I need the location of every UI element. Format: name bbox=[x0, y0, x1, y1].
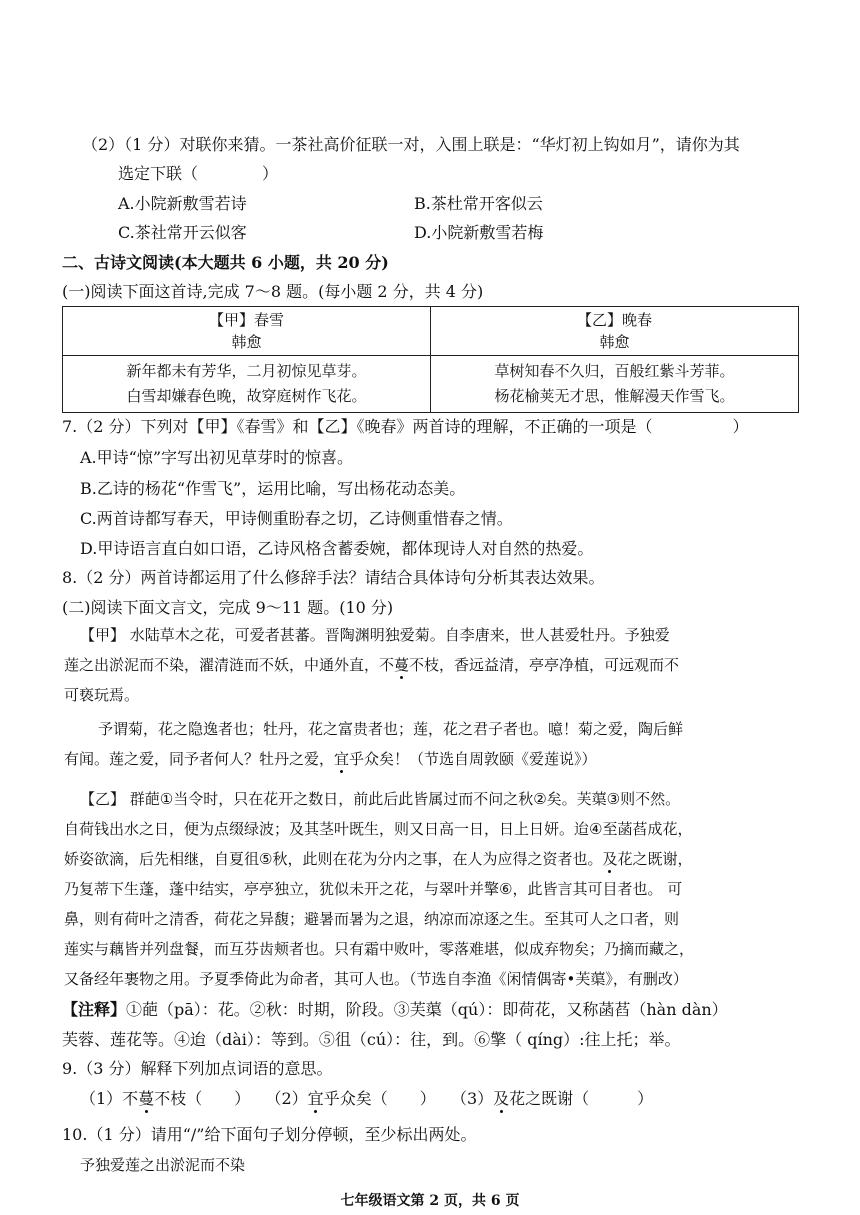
q10-stem: 10.（1 分）请用“/”给下面句子划分停顿，至少标出两处。 bbox=[62, 1125, 477, 1144]
poem-yi-author: 韩愈 bbox=[599, 333, 630, 351]
dotted-char-man: 蔓 bbox=[394, 656, 410, 674]
poem-jia-line2: 白雪却嫌春色晚，故穿庭树作飞花。 bbox=[126, 387, 367, 405]
q6-option-d: D.小院新敷雪若梅 bbox=[414, 223, 544, 242]
yi-line2: 自荷钱出水之日，便为点缀绿波；及其茎叶既生，则又日高一日，日上日妍。迨④至菡萏成花， bbox=[64, 820, 693, 838]
poem-yi-title: 【乙】晚春 bbox=[576, 311, 652, 329]
page-footer: 七年级语文第 2 页，共 6 页 bbox=[340, 1193, 520, 1209]
part2-intro: (二)阅读下面文言文，完成 9～11 题。(10 分) bbox=[62, 598, 394, 617]
q6-2-line2: 选定下联（ ） bbox=[118, 164, 279, 183]
q6-option-a: A.小院新敷雪若诗 bbox=[118, 194, 247, 213]
q6-option-c: C.茶社常开云似客 bbox=[118, 223, 247, 242]
q7-option-b: B.乙诗的杨花“作雪飞”，运用比喻，写出杨花动态美。 bbox=[80, 479, 466, 498]
yi-line1: 【乙】 群葩①当令时，只在花开之数日，前此后此皆属过而不问之秋②矣。芙蕖③则不然。 bbox=[80, 790, 681, 808]
q8-stem: 8.（2 分）两首诗都运用了什么修辞手法？请结合具体诗句分析其表达效果。 bbox=[62, 568, 605, 587]
jia-p1-line1: 【甲】 水陆草木之花，可爱者甚蕃。晋陶渊明独爱菊。自李唐来，世人甚爱牡丹。予独爱 bbox=[80, 626, 670, 644]
q7-stem: 7.（2 分）下列对【甲】《春雪》和【乙】《晚春》两首诗的理解，不正确的一项是（ ） bbox=[62, 417, 749, 436]
poem-yi-body bbox=[431, 356, 799, 413]
poem-yi-line2: 杨花榆荚无才思，惟解漫天作雪飞。 bbox=[494, 387, 735, 405]
notes-line2: 芙蓉、莲花等。④迨（dài）：等到。⑤徂（cú）：往，到。⑥擎（ qíng）:往上托；举。 bbox=[62, 1030, 681, 1049]
dotted-char-ji: 及 bbox=[602, 850, 618, 868]
q7-option-d: D.甲诗语言直白如口语，乙诗风格含蓄委婉，都体现诗人对自然的热爱。 bbox=[80, 539, 594, 558]
yi-line4: 乃复蒂下生蓬，蓬中结实，亭亭独立，犹似未开之花，与翠叶并擎⑥，此皆言其可目者也。 可 bbox=[64, 880, 683, 898]
q7-option-c: C.两首诗都写春天，甲诗侧重盼春之切，乙诗侧重惜春之情。 bbox=[80, 509, 513, 528]
notes-label: 【注释】 bbox=[62, 1000, 127, 1019]
jia-p1-line2: 莲之出淤泥而不染，濯清涟而不妖，中通外直，不蔓不枝，香远益清，亭亭净植，可远观而不 bbox=[64, 656, 680, 674]
q6-option-b: B.茶杜常开客似云 bbox=[414, 194, 543, 213]
yi-line5: 鼻，则有荷叶之清香，荷花之异馥；避暑而暑为之退，纳凉而凉逐之生。至其可人之口者，则 bbox=[64, 910, 680, 928]
poem-yi-header bbox=[431, 307, 799, 356]
jia-p1-line3: 可亵玩焉。 bbox=[64, 686, 140, 704]
jia-p2-line2: 有闻。莲之爱，同予者何人？牡丹之爱，宜乎众矣！（节选自周敦颐《爱莲说》） bbox=[64, 750, 597, 768]
poem-jia-header bbox=[63, 307, 431, 356]
q9-stem: 9.（3 分）解释下列加点词语的意思。 bbox=[62, 1059, 333, 1078]
jia-p2-line1: 予谓菊，花之隐逸者也；牡丹，花之富贵者也；莲，花之君子者也。噫！菊之爱，陶后鲜 bbox=[98, 720, 684, 738]
yi-line7: 又备经年裹物之用。予夏季倚此为命者，其可人也。（节选自李渔《闲情偶寄•芙蕖》，有删改） bbox=[64, 970, 688, 988]
poem-jia-author: 韩愈 bbox=[231, 333, 262, 351]
yi-line3: 娇姿欲滴，后先相继，自夏徂⑤秋，此则在花为分内之事，在人为应得之资者也。及花之既谢， bbox=[64, 850, 693, 868]
yi-line6: 莲实与藕皆并列盘餐，而互芬齿颊者也。只有霜中败叶，零落难堪，似成弃物矣；乃摘而藏之， bbox=[64, 940, 695, 958]
part1-intro: (一)阅读下面这首诗,完成 7～8 题。(每小题 2 分，共 4 分) bbox=[62, 282, 484, 301]
q10-sentence: 予独爱莲之出淤泥而不染 bbox=[80, 1156, 246, 1174]
dotted-char-yi: 宜 bbox=[334, 750, 350, 768]
section2-title: 二、古诗文阅读(本大题共 6 小题，共 20 分) bbox=[62, 253, 389, 272]
q7-option-a: A.甲诗“惊”字写出初见草芽时的惊喜。 bbox=[80, 448, 354, 467]
q6-2-line1: （2）（1 分）对联你来猜。一茶社高价征联一对，入围上联是：“华灯初上钩如月”，请你为其 bbox=[82, 135, 740, 154]
poem-jia-title: 【甲】春雪 bbox=[208, 311, 284, 329]
poem-jia-body bbox=[63, 356, 431, 413]
poem-yi-line1: 草树知春不久归，百般红紫斗芳菲。 bbox=[494, 362, 735, 380]
poem-jia-line1: 新年都未有芳华，二月初惊见草芽。 bbox=[126, 362, 367, 380]
poems-table bbox=[62, 306, 799, 413]
notes-line1: 【注释】①葩（pā）：花。②秋：时期，阶段。③芙蕖（qú）：即荷花，又称菡萏（hàn dàn） bbox=[62, 1000, 728, 1019]
q9-items: （1）不蔓不枝（ ） （2）宜乎众矣（ ） （3）及花之既谢（ ） bbox=[80, 1089, 654, 1108]
